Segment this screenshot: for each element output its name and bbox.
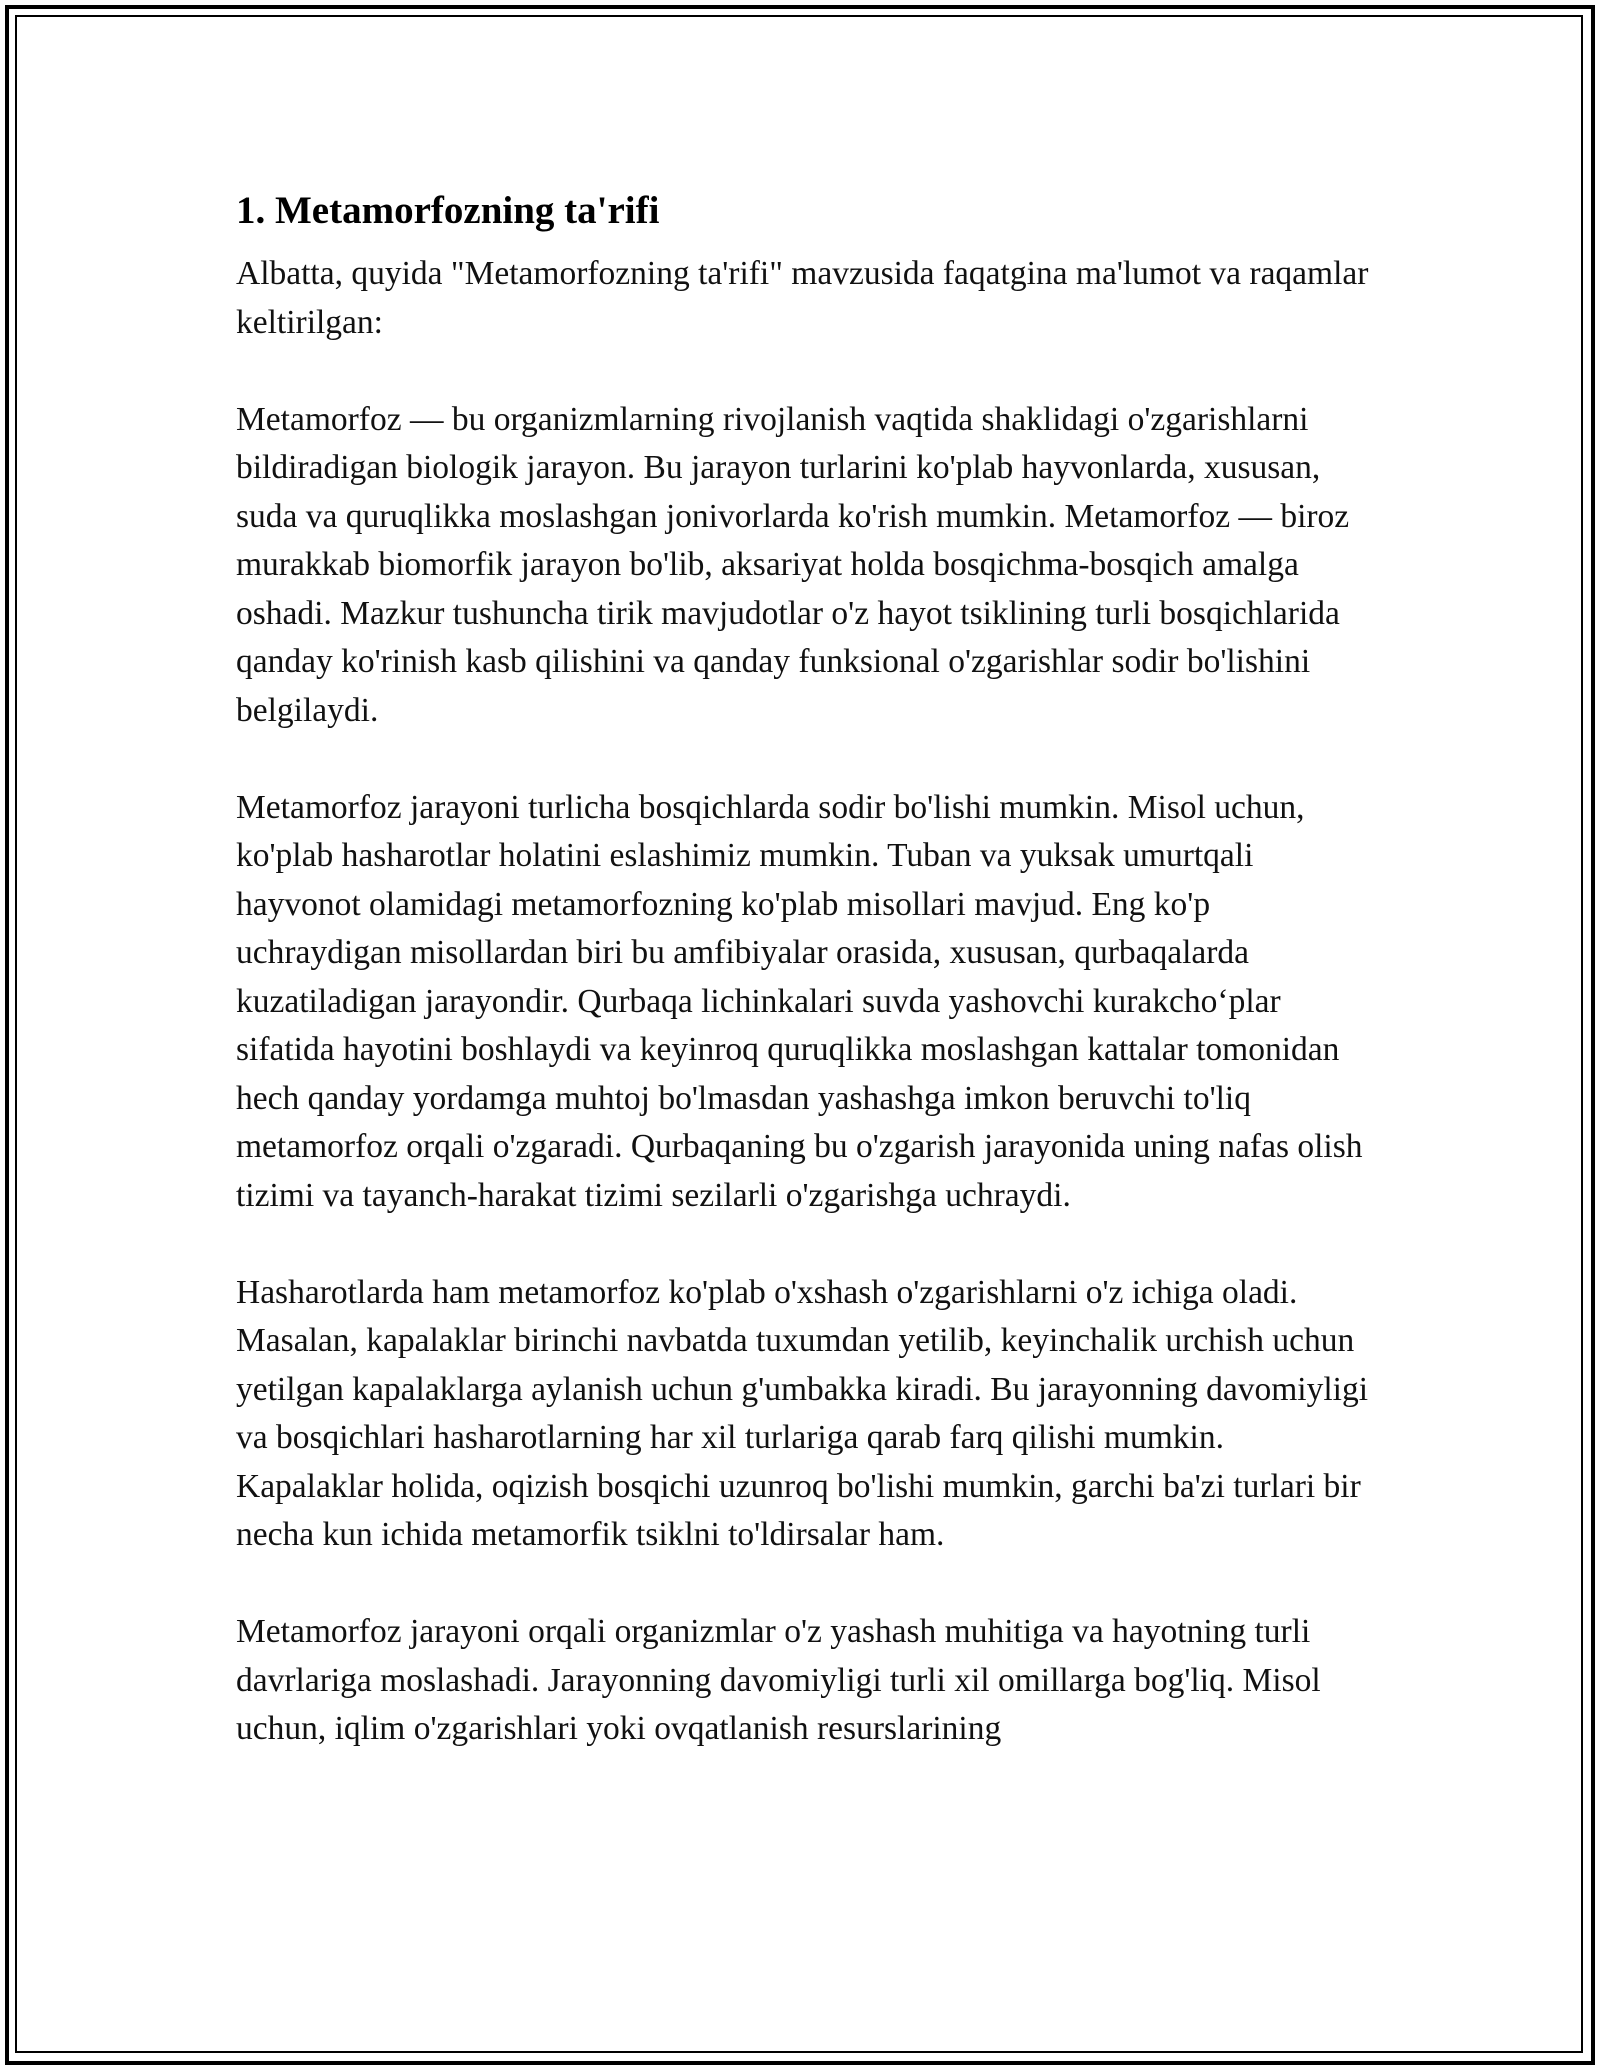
paragraph-definition: Metamorfoz — bu organizmlarning rivojlanish vaqtida shaklidagi o'zgarishlarni bildiradigan biologik jarayon. Bu jarayon turlarini ko'plab hayvonlarda, xususan, suda va quruqlikka moslashgan jonivorlarda ko'rish mumkin. Metamorfoz — biroz murakkab biomorfik jarayon bo'lib, aksariyat holda bosqichma-bosqich amalga oshadi. Mazkur tushuncha tirik mavjudotlar o'z hayot tsiklining turli bosqichlarida qanday ko'rinish kasb qilishini va qanday funksional o'zgarishlar sodir bo'lishini belgilaydi. <box>236 400 1350 729</box>
paragraph-stages: Metamorfoz jarayoni turlicha bosqichlarda sodir bo'lishi mumkin. Misol uchun, ko'plab hasharotlar holatini eslashimiz mumkin. Tuban va yuksak umurtqali hayvonot olamidagi metamorfozning ko'plab misollari mavjud. Eng ko'p uchraydigan misollardan biri bu amfibiyalar orasida, xususan, qurbaqalarda kuzatiladigan jarayondir. Qurbaqa lichinkalari suvda yashovchi kurakcho‘plar sifatida hayotini boshlaydi va keyinroq quruqlikka moslashgan kattalar tomonidan hech qanday yordamga muhtoj bo'lmasdan yashashga imkon beruvchi to'liq metamorfoz orqali o'zgaradi. Qurbaqaning bu o'zgarish jarayonida uning nafas olish tizimi va tayanch-harakat tizimi sezilarli o'zgarishga uchraydi. <box>236 788 1363 1214</box>
document-body <box>236 186 1376 1802</box>
paragraph-adaptation: Metamorfoz jarayoni orqali organizmlar o'z yashash muhitiga va hayotning turli davrlariga moslashadi. Jarayonning davomiyligi turli xil omillarga bog'liq. Misol uchun, iqlim o'zgarishlari yoki ovqatlanish resurslarining <box>236 1613 1321 1747</box>
paragraph-insects: Hasharotlarda ham metamorfoz ko'plab o'xshash o'zgarishlarni o'z ichiga oladi. Masalan, kapalaklar birinchi navbatda tuxumdan yetilib, keyinchalik urchish uchun yetilgan kapalaklarga aylanish uchun g'umbakka kiradi. Bu jarayonning davomiyligi va bosqichlari hasharotlarning har xil turlariga qarab farq qilishi mumkin. Kapalaklar holida, oqizish bosqichi uzunroq bo'lishi mumkin, garchi ba'zi turlari bir necha kun ichida metamorfik tsiklni to'ldirsalar ham. <box>236 1273 1369 1553</box>
paragraph-intro: Albatta, quyida "Metamorfozning ta'rifi" mavzusida faqatgina ma'lumot va raqamlar keltirilgan: <box>236 255 1369 341</box>
section-heading: 1. Metamorfozning ta'rifi <box>236 189 660 232</box>
